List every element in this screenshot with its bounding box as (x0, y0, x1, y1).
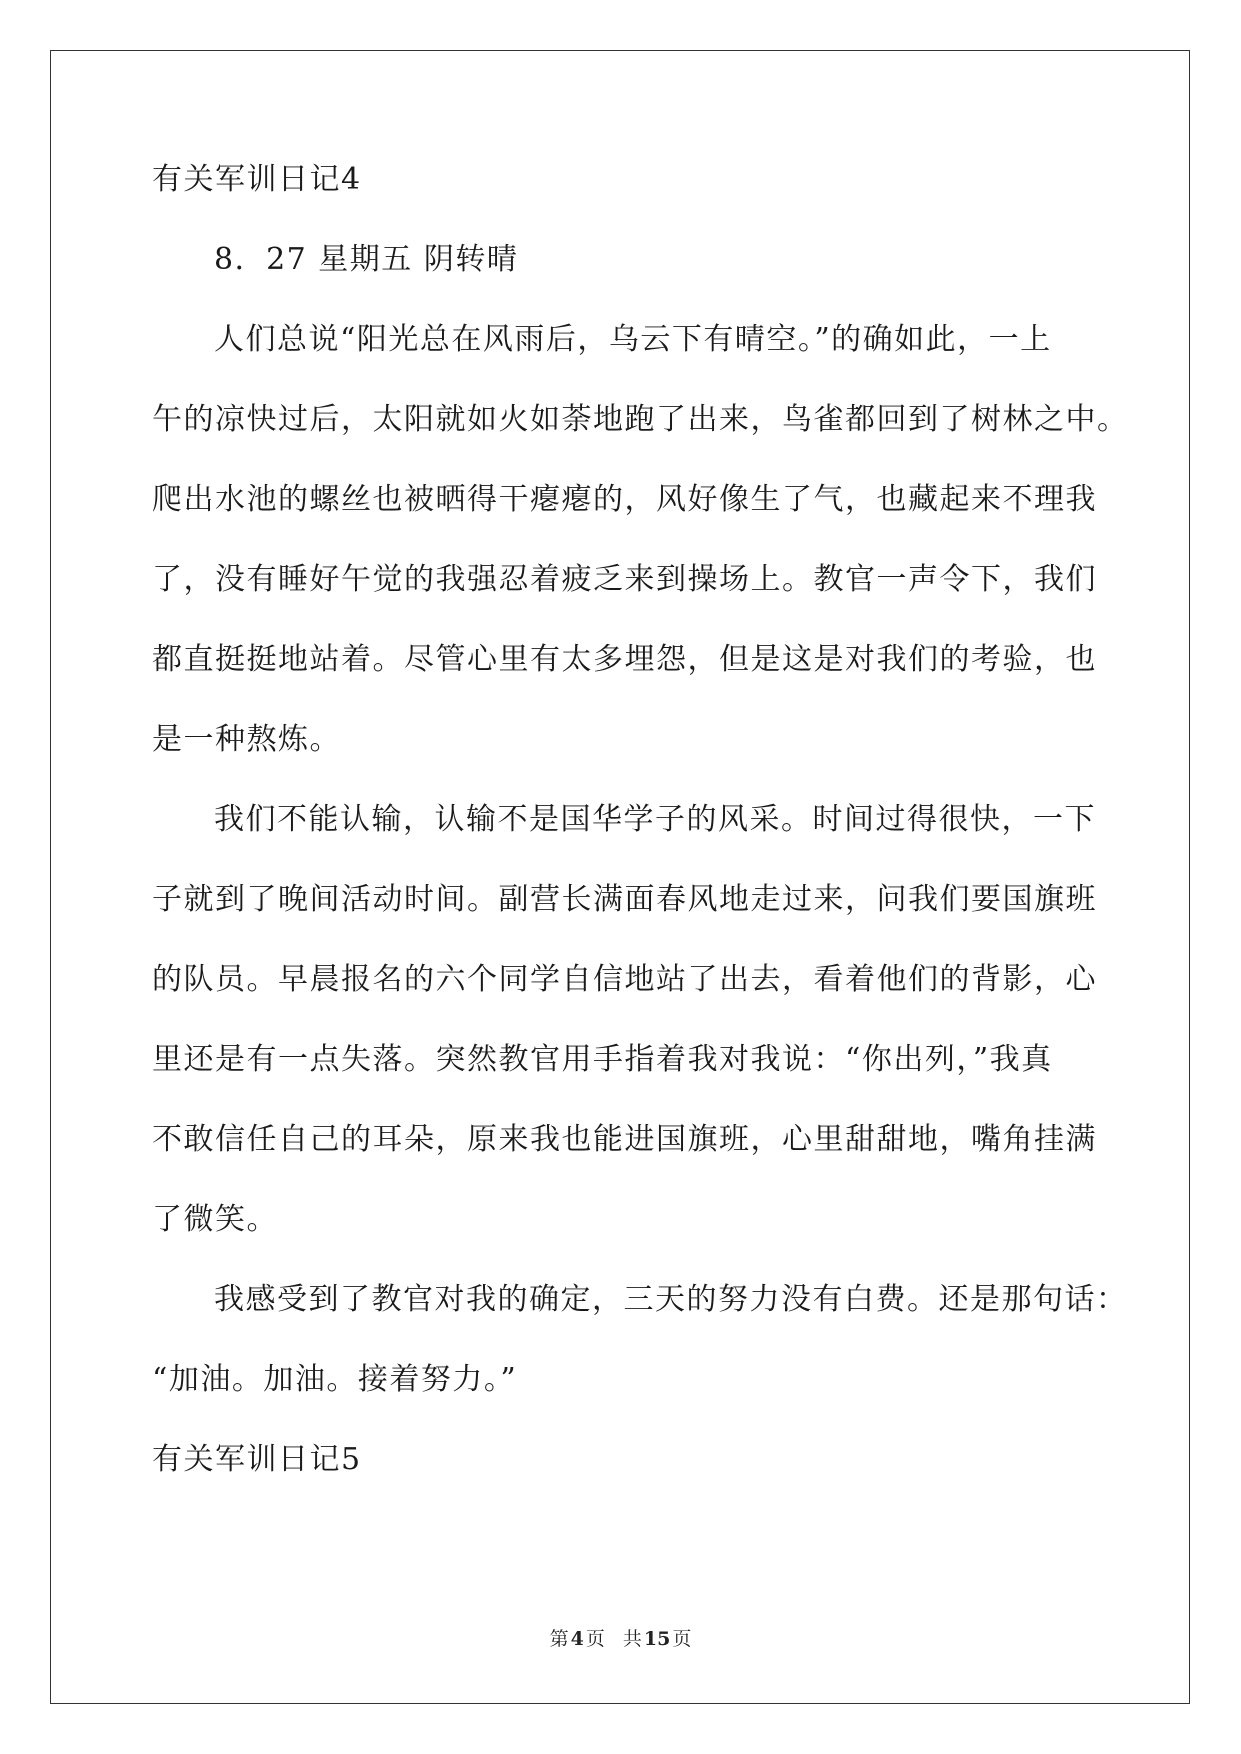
total-label-prefix: 共 (622, 1628, 642, 1650)
date-line: 8．27 星期五 阴转晴 (214, 242, 519, 277)
total-indicator (623, 1628, 691, 1650)
paragraph-line: 了，没有睡好午觉的我强忍着疲乏来到操场上。教官一声令下，我们 (152, 562, 1097, 597)
total-pages: 15 (643, 1628, 671, 1650)
paragraph-line: 的队员。早晨报名的六个同学自信地站了出去，看着他们的背影，心 (152, 962, 1097, 997)
page-footer (0, 1627, 1241, 1651)
paragraph-line: 午的凉快过后，太阳就如火如荼地跑了出来，鸟雀都回到了树林之中。 (152, 402, 1129, 437)
paragraph-line: 我们不能认输，认输不是国华学子的风采。时间过得很快，一下 (214, 802, 1096, 837)
paragraph-line: 了微笑。 (152, 1202, 278, 1237)
paragraph-line: 我感受到了教官对我的确定，三天的努力没有白费。还是那句话： (214, 1282, 1128, 1317)
page-label-prefix: 第 (549, 1628, 569, 1650)
paragraph-line: 爬出水池的螺丝也被晒得干瘪瘪的，风好像生了气，也藏起来不理我 (152, 482, 1097, 517)
total-label-suffix: 页 (672, 1628, 692, 1650)
paragraph-line: 人们总说“阳光总在风雨后，乌云下有晴空。”的确如此，一上 (214, 322, 1052, 357)
page-indicator (550, 1628, 605, 1650)
paragraph-line: 是一种熬炼。 (152, 722, 341, 757)
paragraph-line: 不敢信任自己的耳朵，原来我也能进国旗班，心里甜甜地，嘴角挂满 (152, 1122, 1097, 1157)
paragraph-line: 子就到了晚间活动时间。副营长满面春风地走过来，问我们要国旗班 (152, 882, 1097, 917)
document-body (152, 160, 1129, 1520)
paragraph-line: 都直挺挺地站着。尽管心里有太多埋怨，但是这是对我们的考验，也 (152, 642, 1097, 677)
page-label-suffix: 页 (585, 1628, 605, 1650)
page-number: 4 (570, 1628, 584, 1650)
paragraph-line: 里还是有一点失落。突然教官用手指着我对我说：“你出列，”我真 (152, 1042, 1053, 1077)
paragraph-line: “加油。加油。接着努力。” (152, 1362, 518, 1397)
heading-diary-4: 有关军训日记4 (152, 162, 362, 197)
heading-diary-5: 有关军训日记5 (152, 1442, 362, 1477)
